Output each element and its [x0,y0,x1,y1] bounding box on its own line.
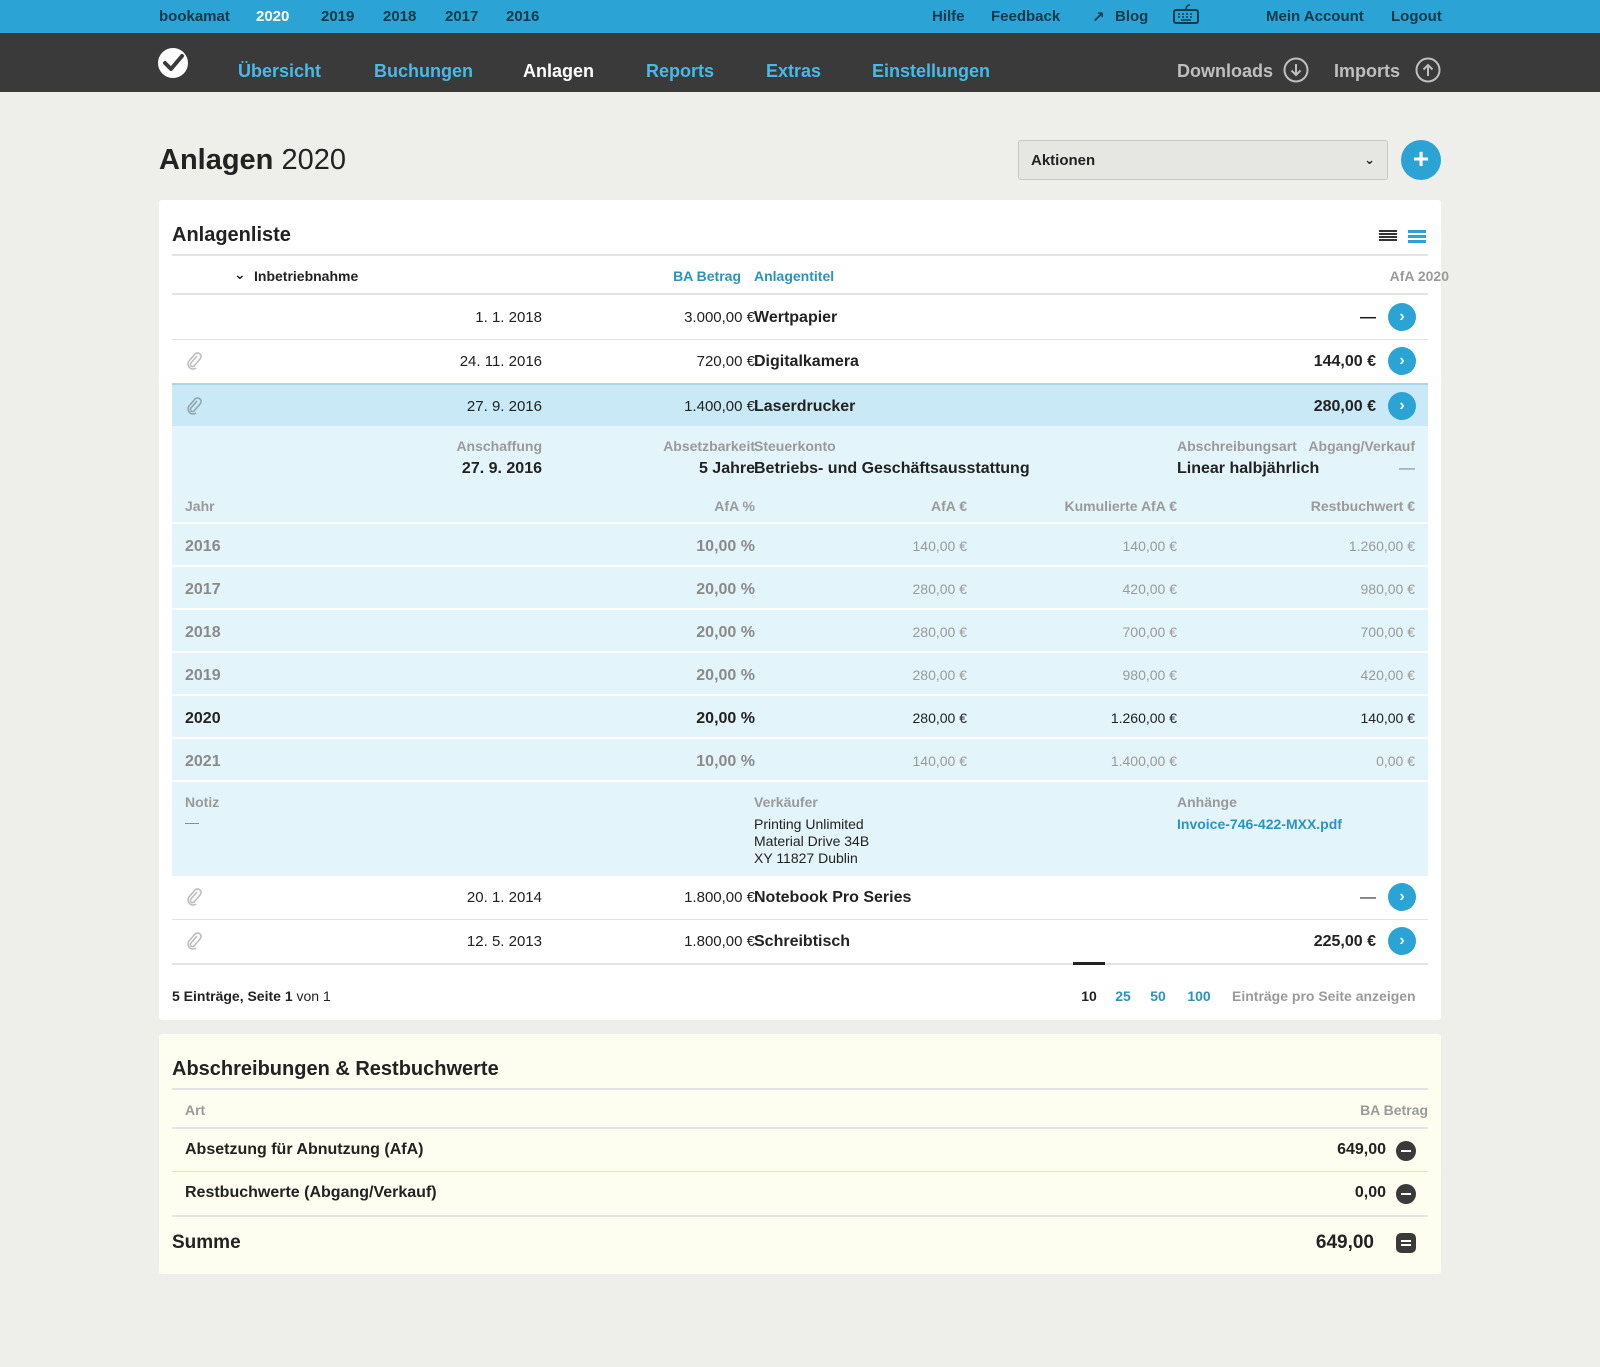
sched-kum: 700,00 € [1122,624,1177,640]
schedule-row-current [172,694,1428,737]
nav-uebersicht[interactable]: Übersicht [238,61,322,81]
sched-rest: 1.260,00 € [1348,538,1415,554]
row-title: Laserdrucker [754,398,856,415]
summary-row [172,1129,1428,1171]
paperclip-icon [186,888,202,906]
row-date: 27. 9. 2016 [466,398,542,415]
anhaenge-label: Anhänge [1177,794,1237,810]
imports-link[interactable]: Imports [1334,61,1401,81]
schedule-row [172,651,1428,694]
keyboard-icon[interactable] [1173,4,1199,24]
row-afa: — [1360,889,1376,906]
aktionen-label: Aktionen [1031,152,1096,169]
row-title: Notebook Pro Series [754,889,912,906]
abschreibungen-card [159,1034,1441,1274]
nav-extras[interactable]: Extras [766,61,822,81]
downloads-link[interactable]: Downloads [1177,61,1274,81]
notiz-label: Notiz [185,794,220,810]
summary-value: 649,00 [1337,1141,1386,1158]
sched-pct: 20,00 % [696,624,755,641]
sched-col-afa-pct: AfA % [714,498,755,514]
table-row[interactable] [172,920,1428,963]
sched-rest: 980,00 € [1360,581,1415,597]
sched-kum: 420,00 € [1122,581,1177,597]
minus-icon [1396,1141,1416,1161]
sched-col-kumuliert: Kumulierte AfA € [1064,498,1177,514]
summe-label: Summe [172,1232,241,1253]
abschreibungsart-label: Abschreibungsart [1177,438,1297,454]
row-open-chevron-icon[interactable]: › [1388,347,1416,375]
divider [172,254,1428,256]
paperclip-icon [186,397,202,415]
divider [172,780,1428,782]
sched-afa: 280,00 € [912,710,967,726]
account-link[interactable]: Mein Account [1266,8,1364,25]
year-2018-link[interactable]: 2018 [383,8,417,25]
row-title: Wertpapier [754,309,838,326]
row-amount: 3.000,00 € [684,309,755,326]
sched-pct: 20,00 % [696,710,755,727]
row-afa: 225,00 € [1313,933,1376,950]
row-title: Digitalkamera [754,353,859,370]
schedule-row [172,522,1428,565]
entries-count: 5 Einträge, Seite 1 [172,988,293,1004]
divider [172,963,1428,965]
row-date: 24. 11. 2016 [459,353,542,370]
summe-value: 649,00 [1315,1232,1374,1253]
chevron-down-icon: ⌄ [1364,152,1375,167]
paperclip-icon [186,932,202,950]
anschaffung-value: 27. 9. 2016 [461,460,542,477]
abschreibungsart-value: Linear halbjährlich [1177,460,1320,477]
sched-afa: 280,00 € [912,667,967,683]
abgang-value: — [1399,460,1415,477]
top-bar [0,0,1600,33]
sort-chevron-icon[interactable]: ⌄ [234,266,246,282]
page-size-25[interactable]: 25 [1115,988,1131,1004]
main-nav [0,33,1600,92]
divider [172,1088,1428,1090]
sched-afa: 280,00 € [912,624,967,640]
row-amount: 1.800,00 € [684,933,755,950]
sched-kum: 980,00 € [1122,667,1177,683]
page-title-year: 2020 [281,144,346,176]
row-date: 1. 1. 2018 [475,309,542,326]
blog-link[interactable]: Blog [1115,8,1149,25]
row-amount: 1.400,00 € [684,398,755,415]
summary-label: Restbuchwerte (Abgang/Verkauf) [185,1184,437,1201]
schedule-row [172,608,1428,651]
table-row[interactable] [172,296,1428,339]
col-afa-2020[interactable]: AfA 2020 [1389,268,1449,284]
col-art: Art [185,1102,206,1118]
schedule-row [172,737,1428,780]
steuerkonto-label: Steuerkonto [754,438,836,454]
schedule-row [172,565,1428,608]
verkaeufer-line: XY 11827 Dublin [754,850,858,866]
sched-kum: 1.260,00 € [1110,710,1177,726]
year-2019-link[interactable]: 2019 [321,8,355,25]
sched-year: 2016 [185,538,221,555]
summary-label: Absetzung für Abnutzung (AfA) [185,1141,424,1158]
sched-year: 2018 [185,624,221,641]
col-ba-betrag[interactable]: BA Betrag [673,268,741,284]
sched-pct: 10,00 % [696,753,755,770]
paperclip-icon [186,352,202,370]
nav-reports[interactable]: Reports [646,61,715,81]
year-2016-link[interactable]: 2016 [506,8,540,25]
sched-rest: 420,00 € [1360,667,1415,683]
row-date: 12. 5. 2013 [466,933,542,950]
compact-view-icon[interactable] [1379,230,1397,244]
sched-pct: 10,00 % [696,538,755,555]
divider [172,1215,1428,1217]
verkaeufer-line: Printing Unlimited [754,816,864,832]
sched-kum: 1.400,00 € [1110,753,1177,769]
page-title [159,144,346,177]
row-title: Schreibtisch [754,933,851,950]
add-asset-button[interactable]: + [1401,140,1441,180]
row-amount: 720,00 € [696,353,755,370]
pages-total: von 1 [296,988,331,1004]
minus-icon [1396,1184,1416,1204]
sched-afa: 140,00 € [912,753,967,769]
row-afa: 144,00 € [1313,353,1376,370]
sched-year: 2020 [185,710,221,727]
sched-rest: 700,00 € [1360,624,1415,640]
page-size-10[interactable]: 10 [1081,988,1097,1004]
aktionen-select[interactable] [1018,140,1388,180]
year-2017-link[interactable]: 2017 [445,8,479,25]
sched-col-afa-eur: AfA € [930,498,967,514]
sched-year: 2017 [185,581,221,598]
sched-afa: 140,00 € [912,538,967,554]
notiz-value: — [185,814,199,830]
sched-pct: 20,00 % [696,667,755,684]
row-amount: 1.800,00 € [684,889,755,906]
equals-icon [1396,1233,1416,1253]
summary-value: 0,00 [1354,1184,1386,1201]
abschreibungen-title: Abschreibungen & Restbuchwerte [172,1058,499,1080]
anlagenliste-card [159,200,1449,1020]
row-open-chevron-icon[interactable]: › [1388,927,1416,955]
year-2020-link[interactable]: 2020 [256,8,290,25]
verkaeufer-label: Verkäufer [754,794,818,810]
external-link-icon: ↗ [1092,9,1105,26]
sched-col-rest: Restbuchwert € [1310,498,1415,514]
row-afa: — [1360,309,1376,326]
sched-year: 2021 [185,753,221,770]
col-inbetriebnahme[interactable]: Inbetriebnahme [254,268,359,284]
anschaffung-label: Anschaffung [456,438,542,454]
sched-col-jahr: Jahr [185,498,215,514]
sched-year: 2019 [185,667,221,684]
col-ba-betrag: BA Betrag [1360,1102,1428,1118]
nav-einstellungen[interactable]: Einstellungen [872,61,991,81]
col-anlagentitel[interactable]: Anlagentitel [754,268,835,284]
logout-link[interactable]: Logout [1391,8,1442,25]
row-date: 20. 1. 2014 [466,889,542,906]
row-open-chevron-icon[interactable]: › [1388,303,1416,331]
table-row-selected[interactable] [172,383,1428,426]
sched-rest: 140,00 € [1360,710,1415,726]
download-arrow-icon[interactable] [1283,57,1309,83]
logo-checkmark-icon[interactable] [158,48,188,78]
sched-rest: 0,00 € [1376,753,1415,769]
page-size-100[interactable]: 100 [1187,988,1211,1004]
anlagenliste-title: Anlagenliste [172,224,291,246]
nav-anlagen[interactable]: Anlagen [523,61,595,81]
brand-link[interactable]: bookamat [159,8,230,25]
sched-kum: 140,00 € [1122,538,1177,554]
table-row[interactable] [172,340,1428,383]
divider [172,293,1428,295]
page-title-text: Anlagen [159,144,274,176]
table-row[interactable] [172,876,1428,919]
nav-buchungen[interactable]: Buchungen [374,61,473,81]
active-page-size-indicator [1073,962,1105,965]
row-open-chevron-icon[interactable]: › [1388,392,1416,420]
sched-afa: 280,00 € [912,581,967,597]
help-link[interactable]: Hilfe [932,8,965,25]
page-size-50[interactable]: 50 [1150,988,1166,1004]
asset-detail-panel [172,426,1428,876]
absetzbarkeit-value: 5 Jahre [698,460,755,477]
abgang-label: Abgang/Verkauf [1308,438,1415,454]
row-afa: 280,00 € [1313,398,1376,415]
steuerkonto-value: Betriebs- und Geschäftsausstattung [754,460,1030,477]
attachment-link[interactable]: Invoice-746-422-MXX.pdf [1177,816,1342,832]
pagination-info [172,988,331,1004]
expanded-view-icon[interactable] [1408,230,1426,244]
row-open-chevron-icon[interactable]: › [1388,883,1416,911]
absetzbarkeit-label: Absetzbarkeit [663,438,755,454]
summary-row [172,1172,1428,1214]
per-page-label: Einträge pro Seite anzeigen [1232,988,1416,1004]
feedback-link[interactable]: Feedback [991,8,1061,25]
upload-arrow-icon[interactable] [1415,57,1441,83]
verkaeufer-line: Material Drive 34B [754,833,870,849]
sched-pct: 20,00 % [696,581,755,598]
